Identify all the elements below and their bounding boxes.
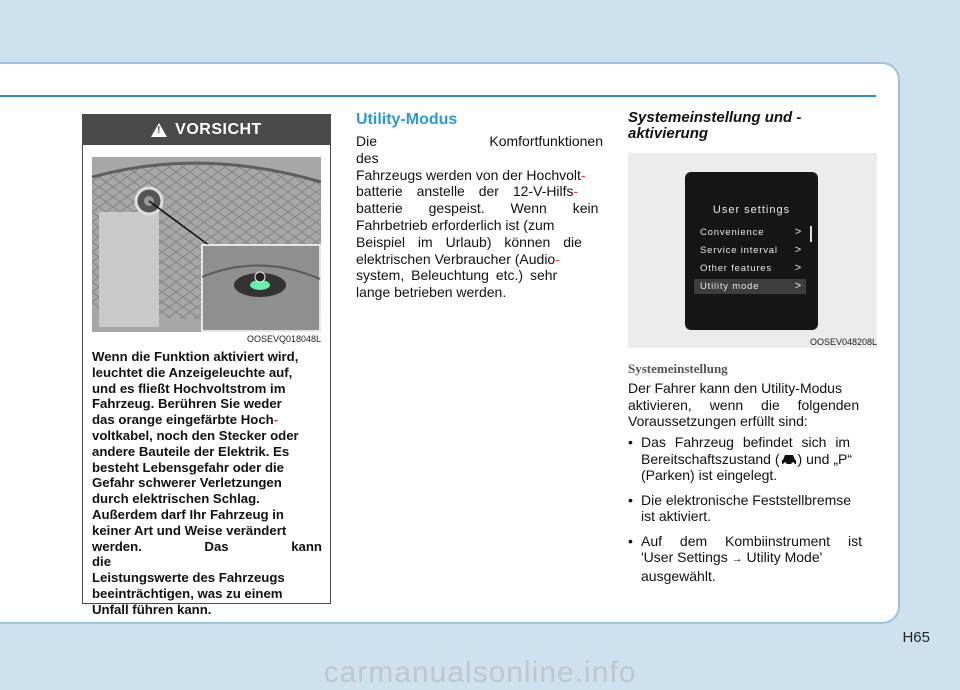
chevron-right-icon: > bbox=[794, 244, 802, 256]
list-item: • Das Fahrzeug befindet sich im Bereitschaftszustand ( ) und „P“ (Parken) ist eingelegt. bbox=[628, 434, 878, 484]
chevron-right-icon: > bbox=[794, 262, 802, 274]
utility-mode-heading: Utility-Modus bbox=[356, 111, 458, 128]
cluster-screen-figure bbox=[628, 153, 877, 348]
photo-code: OOSEVQ018048L bbox=[246, 334, 321, 344]
system-intro: Der Fahrer kann den Utility-Modus aktivieren, wenn die folgenden Voraussetzungen erfüllt sind: bbox=[628, 380, 860, 429]
system-heading: Systemeinstellung und - aktivierung bbox=[628, 109, 802, 142]
caution-box bbox=[82, 114, 331, 617]
screen-title: User settings bbox=[712, 204, 791, 216]
screen-code: OOSEV048208L bbox=[809, 337, 877, 347]
header-rule bbox=[0, 95, 876, 97]
arrow-right-icon: → bbox=[731, 553, 743, 565]
conditions-list bbox=[628, 434, 878, 592]
menu-item-convenience: Convenience > bbox=[700, 226, 802, 238]
menu-item-other-features: Other features > bbox=[700, 262, 802, 274]
car-grille-illustration bbox=[92, 157, 321, 332]
list-item: • Die elektronische Feststellbremse ist aktiviert. bbox=[628, 492, 878, 525]
list-item: • Auf dem Kombiinstrument ist 'User Settings → Utility Mode' ausgewählt. bbox=[628, 533, 878, 585]
menu-item-utility-mode: Utility mode > bbox=[694, 279, 806, 294]
page-number: H65 bbox=[902, 629, 930, 646]
system-subheading: Systemeinstellung bbox=[628, 361, 728, 376]
chevron-right-icon: > bbox=[794, 280, 802, 292]
chevron-right-icon: > bbox=[794, 226, 802, 238]
car-front-photo bbox=[92, 157, 321, 332]
ready-car-icon bbox=[780, 452, 798, 466]
utility-mode-text: Die Komfortfunktionen des Fahrzeugs werden von der Hochvolt- batterie anstelle der 12-V-Hilfs- batterie gespeist. Wenn kein Fahrbetrieb erforderlich ist (zum Beispiel im Urlaub) können die elektrischen Verbraucher (Audio- system, Beleuchtung etc.) sehr lange betrieben werden. bbox=[356, 133, 603, 301]
menu-item-service-interval: Service interval > bbox=[700, 244, 802, 256]
screen-scrollbar bbox=[810, 226, 812, 242]
caution-text: Wenn die Funktion aktiviert wird, leuchtet die Anzeigeleuchte auf, und es fließt Hochvoltstrom im Fahrzeug. Berühren Sie weder das orange eingefärbte Hoch- voltkabel, noch den Stecker oder andere Bauteile der Elektrik. Es besteht Lebensgefahr oder die Gefahr schwerer Verletzungen durch elektrischen Schlag. Außerdem darf Ihr Fahrzeug in keiner Art und Weise verändert werden. Das kann die Leistungswerte des Fahrzeugs beeinträchtigen, was zu einem Unfall führen kann. bbox=[92, 349, 322, 617]
caution-title: VORSICHT bbox=[175, 121, 262, 138]
cluster-display bbox=[685, 172, 818, 330]
caution-header bbox=[83, 115, 330, 145]
warning-triangle-icon: ! bbox=[151, 123, 167, 137]
watermark: carmanualsonline.info bbox=[323, 656, 637, 689]
